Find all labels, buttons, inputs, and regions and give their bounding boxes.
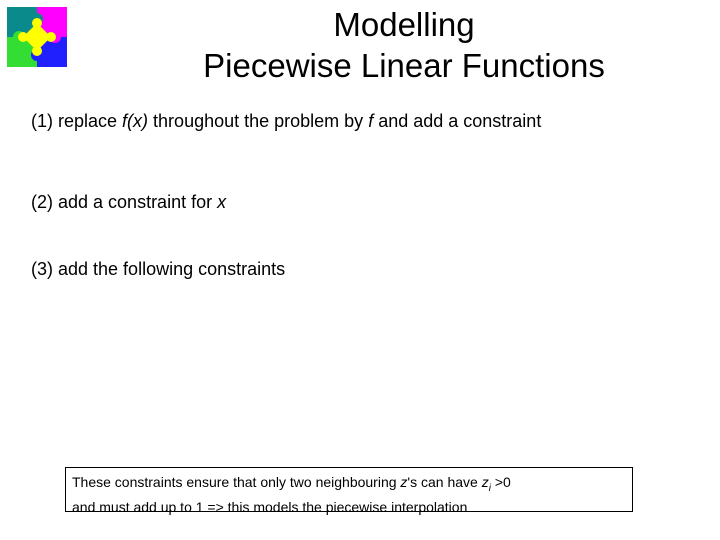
puzzle-logo-icon (7, 7, 67, 67)
step-1-prefix: (1) replace (31, 111, 123, 131)
step-1-suffix: and add a constraint (373, 111, 542, 131)
step-1-expression: f(x) (122, 111, 149, 131)
step-3: (3) add the following constraints (31, 259, 286, 279)
step-2 (31, 191, 226, 213)
title-line-1: Modelling (333, 6, 475, 43)
note-box (65, 467, 633, 515)
title-line-2: Piecewise Linear Functions (203, 47, 605, 84)
step-1-variable: f (368, 111, 374, 131)
slide-title (150, 4, 658, 86)
step-2-variable: x (217, 192, 227, 212)
note-line-2: and must add up to 1 => this models the piecewise interpolation (72, 498, 468, 515)
step-1 (31, 110, 541, 132)
step-1-middle: throughout the problem by (148, 111, 369, 131)
note-line-1: These constraints ensure that only two neighbouring z's can have $z_i >0$ (72, 474, 511, 494)
step-2-prefix: (2) add a constraint for (31, 192, 218, 212)
